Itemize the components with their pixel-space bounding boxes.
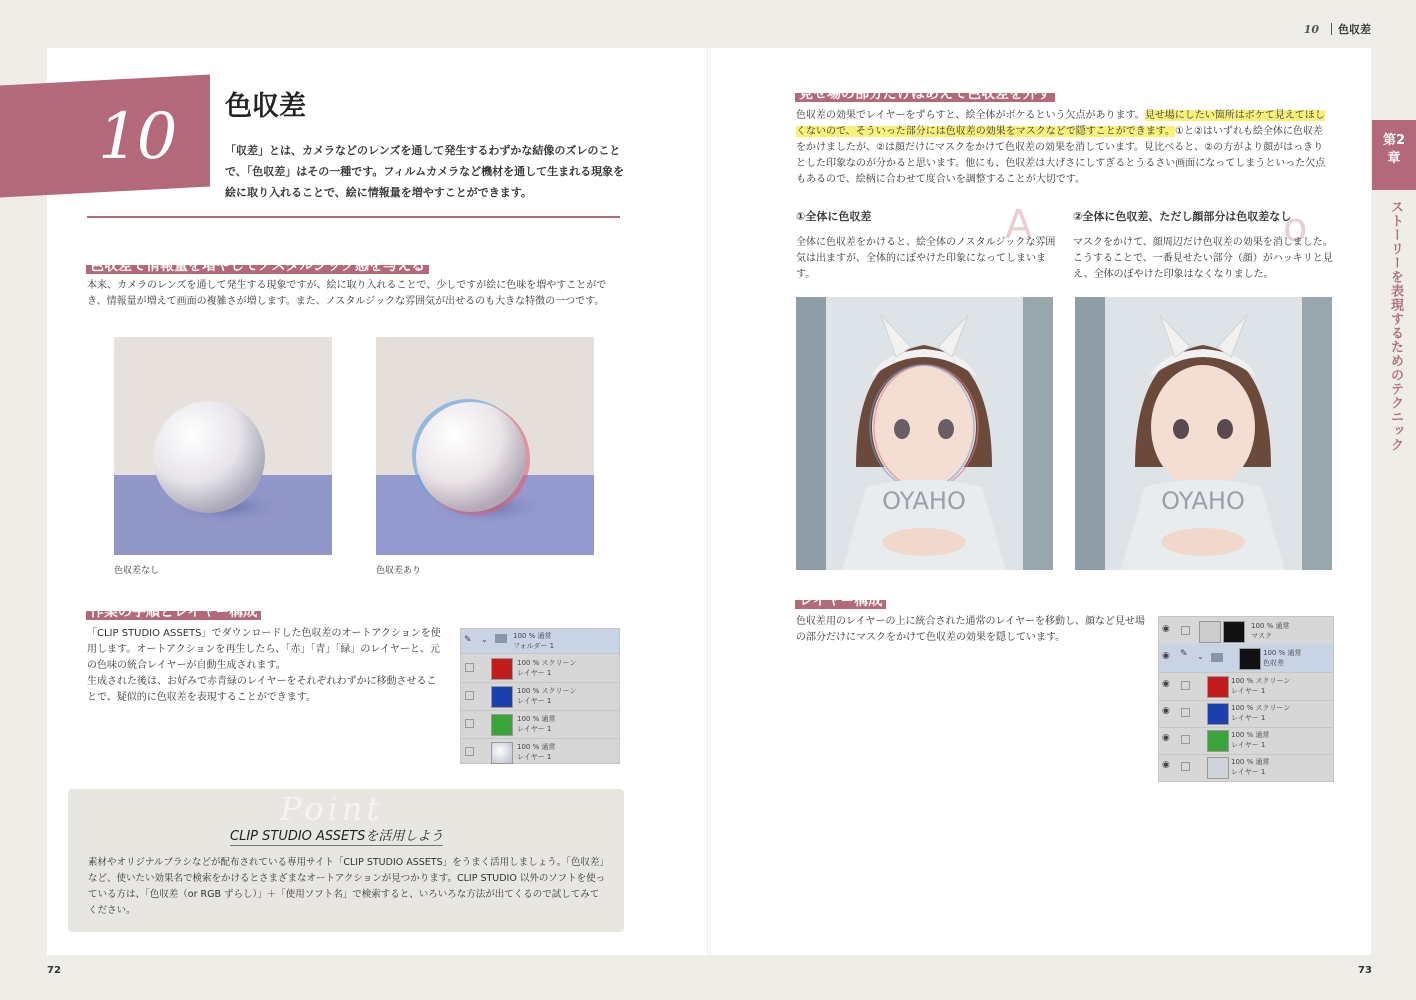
checkbox[interactable] xyxy=(1181,708,1190,717)
chapter-tab-line1: 第2 xyxy=(1382,133,1406,148)
header-title: 色収差 xyxy=(1338,23,1371,36)
checkbox[interactable] xyxy=(465,691,474,700)
layer-mode: 100 % 通常 xyxy=(517,743,556,751)
point-word: Point xyxy=(280,790,384,828)
layer-name: レイヤー 1 xyxy=(517,753,552,761)
section-body-3-a: 色収差の効果でレイヤーをずらすと、絵全体がボケるという欠点があります。 xyxy=(796,110,1145,121)
layer-mode: 100 % 通常 xyxy=(1231,731,1270,739)
layer-row[interactable] xyxy=(461,710,619,739)
pen-icon: ✎ xyxy=(464,635,472,645)
chapter-number: 10 xyxy=(98,100,176,174)
layer-mode: 100 % スクリーン xyxy=(1231,677,1291,685)
shirt-text-a: OYAHO xyxy=(882,487,966,515)
running-header xyxy=(1298,20,1371,38)
eye-icon[interactable]: ◉ xyxy=(1162,760,1170,770)
layer-name: マスク xyxy=(1251,632,1272,640)
header-divider xyxy=(1331,23,1332,35)
layer-name: 色収差 xyxy=(1263,659,1284,667)
layer-thumbnail xyxy=(491,686,513,708)
section-heading-2 xyxy=(86,604,261,620)
layer-row[interactable] xyxy=(1159,726,1333,755)
layer-name: レイヤー 1 xyxy=(1231,714,1266,722)
sphere-photo-with-aberration xyxy=(376,337,594,555)
layer-row[interactable] xyxy=(1159,617,1333,646)
layer-row[interactable] xyxy=(461,629,619,654)
section-heading-1 xyxy=(86,258,429,274)
layer-name: フォルダー 1 xyxy=(513,642,555,650)
section-heading-3 xyxy=(795,86,1055,102)
point-title: CLIP STUDIO ASSETSを活用しよう xyxy=(230,825,443,846)
compare-title-b: ②全体に色収差、ただし顔部分は色収差なし xyxy=(1073,210,1292,223)
section-heading-2-text: 作業の手順とレイヤー構成 xyxy=(90,604,258,620)
section-body-3 xyxy=(796,108,1332,188)
caption-with-aberration: 色収差あり xyxy=(376,566,422,576)
chapter-tab-line2: 章 xyxy=(1387,151,1401,166)
chevron-down-icon: ⌄ xyxy=(481,635,488,644)
shirt-text-b: OYAHO xyxy=(1161,487,1245,515)
illustration-face-masked xyxy=(1075,297,1332,570)
section-body-4: 色収差用のレイヤーの上に統合された通常のレイヤーを移動し、顔など見せ場の部分だけにマスクをかけて色収差の効果を隠しています。 xyxy=(796,616,1145,643)
caption-no-aberration: 色収差なし xyxy=(114,566,160,576)
page-number-right: 73 xyxy=(1358,965,1372,976)
checkbox[interactable] xyxy=(465,663,474,672)
layer-mode: 100 % スクリーン xyxy=(517,687,577,695)
layer-mode: 100 % 通常 xyxy=(513,632,552,640)
layer-mode: 100 % 通常 xyxy=(1263,649,1302,657)
mask-thumbnail xyxy=(1239,648,1261,670)
section-body-2 xyxy=(87,626,442,706)
layer-mode: 100 % 通常 xyxy=(517,715,556,723)
layer-thumbnail xyxy=(1199,621,1221,643)
checkbox[interactable] xyxy=(465,719,474,728)
section-body-3-highlight: 見せ場にしたい箇所はボケて見えてほしくないので、そういった部分には色収差の効果をマスクなどで隠すことができます。 xyxy=(796,110,1325,137)
compare-body-b: マスクをかけて、顔周辺だけ色収差の効果を消しました。こうすることで、一番見せたい部分（顔）がハッキリと見え、全体のぼやけた印象はなくなりました。 xyxy=(1073,237,1333,280)
layer-name: レイヤー 1 xyxy=(1231,741,1266,749)
layer-row[interactable] xyxy=(461,682,619,711)
section-heading-1-text: 色収差で情報量を増やしてノスタルジック感を与える xyxy=(90,258,426,274)
layer-thumbnail xyxy=(491,714,513,736)
page-number-left: 72 xyxy=(47,965,61,976)
section-body-3-b: ①と②はいずれも絵全体に色収差をかけましたが、②は顔だけにマスクをかけて色収差の効果を消しています。見比べると、②の方がより顔がはっきりとした印象なのが分かると思います。他にも、色収差は大げさにしすぎるとうるさい画面になってしまうといった欠点もあるので、絵柄に合わせて度合いを調整することが大切です。 xyxy=(796,126,1326,185)
section-body-2-para2: 生成された後は、お好みで赤青緑のレイヤーをそれぞれわずかに移動させることで、疑似的に色収差を表現することができます。 xyxy=(87,676,437,703)
chevron-down-icon: ⌄ xyxy=(1197,652,1204,661)
eye-icon[interactable]: ◉ xyxy=(1162,651,1170,661)
sphere-photo-no-aberration xyxy=(114,337,332,555)
point-body: 素材やオリジナルブラシなどが配布されている専用サイト「CLIP STUDIO ASSETS」をうまく活用しましょう。「色収差」など、使いたい効果名で検索をかけるとさまざまなオートアクションが見つかります。CLIP STUDIO 以外のソフトを使っている方は、「色収差（or RGB ずらし）」＋「使用ソフト名」で検索すると、いろいろな方法が出てくるので試してみてください。 xyxy=(88,857,606,916)
section-body-2-para1: 「CLIP STUDIO ASSETS」でダウンロードした色収差のオートアクションを使用します。オートアクションを再生したら、「赤」「青」「緑」のレイヤーと、元の色味の統合レイヤーが自動生成されます。 xyxy=(87,628,441,671)
eye-icon[interactable]: ◉ xyxy=(1162,733,1170,743)
layer-row[interactable] xyxy=(461,738,619,763)
checkbox[interactable] xyxy=(1181,626,1190,635)
illustration-full-aberration xyxy=(796,297,1053,570)
gutter xyxy=(707,48,711,955)
decorative-o-glyph: o xyxy=(1283,205,1308,251)
layer-mode: 100 % スクリーン xyxy=(1231,704,1291,712)
layer-thumbnail xyxy=(1207,703,1229,725)
layer-row[interactable] xyxy=(1159,644,1333,673)
layer-thumbnail xyxy=(1207,676,1229,698)
checkbox[interactable] xyxy=(1181,762,1190,771)
pen-icon: ✎ xyxy=(1180,649,1188,659)
chapter-tab xyxy=(1372,120,1416,190)
folder-icon xyxy=(1211,653,1223,662)
section-heading-4 xyxy=(795,593,886,609)
eye-icon[interactable]: ◉ xyxy=(1162,679,1170,689)
layer-name: レイヤー 1 xyxy=(517,669,552,677)
title-rule xyxy=(87,216,620,218)
layer-row[interactable] xyxy=(1159,753,1333,781)
layer-thumbnail xyxy=(491,658,513,680)
layer-thumbnail xyxy=(491,742,513,764)
eye-icon[interactable]: ◉ xyxy=(1162,624,1170,634)
layer-row[interactable] xyxy=(461,654,619,683)
layer-name: レイヤー 1 xyxy=(1231,687,1266,695)
chapter-title: 色収差 xyxy=(225,91,306,122)
compare-title-a: ①全体に色収差 xyxy=(796,210,872,223)
layer-mode: 100 % スクリーン xyxy=(517,659,577,667)
decorative-a-glyph: A xyxy=(1005,202,1033,248)
layer-thumbnail xyxy=(1207,757,1229,779)
layer-thumbnail xyxy=(1207,730,1229,752)
compare-body-a: 全体に色収差をかけると、絵全体のノスタルジックな雰囲気は出ますが、全体的にぼやけた印象になってしまいます。 xyxy=(796,237,1056,280)
layer-name: レイヤー 1 xyxy=(1231,768,1266,776)
checkbox[interactable] xyxy=(1181,681,1190,690)
layer-row[interactable] xyxy=(1159,699,1333,728)
section-heading-3-text: 見せ場の部分だけはあえて色収差を外す xyxy=(799,86,1051,102)
section-heading-4-text: レイヤー構成 xyxy=(799,593,883,609)
header-number: 10 xyxy=(1303,22,1319,36)
layer-mode: 100 % 通常 xyxy=(1231,758,1270,766)
layer-name: レイヤー 1 xyxy=(517,725,552,733)
chapter-vertical-title: ストーリーを表現するためのテクニック xyxy=(1388,200,1403,452)
eye-icon[interactable]: ◉ xyxy=(1162,706,1170,716)
layer-panel-right xyxy=(1158,616,1334,782)
section-body-1: 本来、カメラのレンズを通して発生する現象ですが、絵に取り入れることで、少しですが絵に色味を増やすことができ、情報量が増えて画面の複雑さが増します。また、ノスタルジックな雰囲気が出せるのも大きな特徴の一つです。 xyxy=(87,280,607,307)
layer-row[interactable] xyxy=(1159,672,1333,701)
folder-icon xyxy=(495,634,507,643)
layer-name: レイヤー 1 xyxy=(517,697,552,705)
checkbox[interactable] xyxy=(1181,735,1190,744)
layer-panel-left xyxy=(460,628,620,764)
mask-thumbnail xyxy=(1223,621,1245,643)
chapter-lead: 「収差」とは、カメラなどのレンズを通して発生するわずかな結像のズレのことで、「色収差」はその一種です。フィルムカメラなど機材を通して生まれる現象を絵に取り入れることで、絵に情報量を増やすことができます。 xyxy=(225,144,625,199)
checkbox[interactable] xyxy=(465,747,474,756)
layer-mode: 100 % 通常 xyxy=(1251,622,1290,630)
